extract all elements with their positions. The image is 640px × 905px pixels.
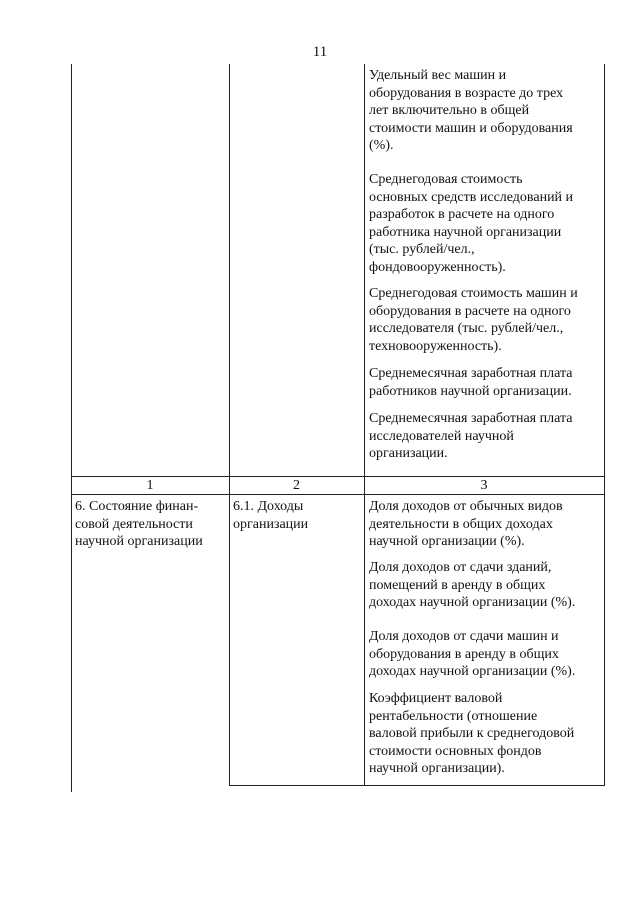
table-border-left — [71, 64, 72, 792]
table-border-right — [604, 64, 605, 786]
indicator-text: Среднемесячная заработная плата исследователей научной организации. — [369, 411, 573, 461]
section-title: 6. Состояние финан- совой деятельности научной организации — [75, 499, 203, 549]
indicator-text: Доля доходов от обычных видов деятельности в общих доходах научной организации (%). — [369, 499, 563, 549]
subsection-title-cell — [233, 498, 361, 533]
indicator-text: Коэффициент валовой рентабельности (отношение валовой прибыли к среднегодовой стоимости основных фондов научной организации). — [369, 691, 575, 776]
indicator-text: Среднегодовая стоимость машин и оборудования в расчете на одного исследователя (тыс. рублей/чел., техновооруженность). — [369, 286, 578, 354]
table-bottom-border — [229, 785, 605, 786]
column-number-1: 1 — [146, 478, 154, 493]
table-divider-col2-col3 — [364, 64, 365, 786]
subsection-title: 6.1. Доходы организации — [233, 499, 309, 532]
section-title-cell — [75, 498, 227, 551]
header-row-bottom-border — [71, 494, 605, 495]
header-row-top-border — [71, 476, 605, 477]
column-number-2: 2 — [293, 478, 300, 493]
indicator-text: Доля доходов от сдачи зданий, помещений в аренду в общих доходах научной организации (%). — [369, 560, 576, 610]
indicator-text: Среднемесячная заработная плата работников научной организации. — [369, 366, 573, 399]
indicator-text: Среднегодовая стоимость основных средств исследований и разработок в расчете на одного работника научной организации (тыс. рублей/чел., фондовооруженность). — [369, 172, 574, 275]
page-number: 11 — [312, 44, 328, 60]
table-divider-col1-col2 — [229, 64, 230, 786]
indicator-text: Удельный вес машин и оборудования в возрасте до трех лет включительно в общей стоимости машин и оборудования (%). — [369, 68, 573, 153]
column-number-3: 3 — [480, 478, 488, 493]
indicator-text: Доля доходов от сдачи машин и оборудования в аренду в общих доходах научной организации (%). — [369, 629, 576, 679]
